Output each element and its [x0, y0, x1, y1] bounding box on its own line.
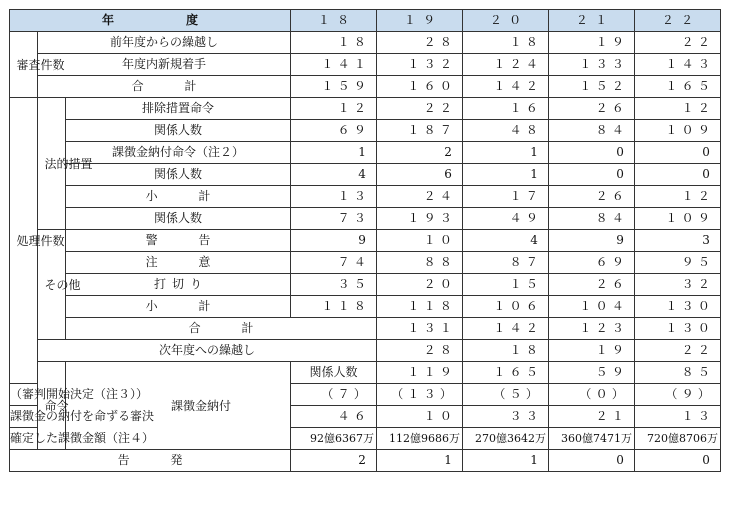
value-cell: １０ — [377, 230, 463, 252]
value-cell: １３０ — [635, 318, 721, 340]
value-cell: （７） — [291, 384, 377, 406]
value-cell: 4 — [463, 230, 549, 252]
value-cell: １４２ — [463, 318, 549, 340]
value-cell: 720億8706万 — [635, 428, 721, 450]
value-cell: ２８ — [377, 340, 463, 362]
value-cell: 9 — [549, 230, 635, 252]
value-cell: ４９ — [463, 208, 549, 230]
row-label: 関係人数 — [66, 120, 291, 142]
row-label: 関係人数 — [291, 362, 377, 384]
value-cell: 3 — [635, 230, 721, 252]
value-cell: 270億3642万 — [463, 428, 549, 450]
value-cell: （１３） — [377, 384, 463, 406]
value-cell: ８５ — [635, 362, 721, 384]
value-cell: １９３ — [377, 208, 463, 230]
value-cell: １８ — [463, 32, 549, 54]
row-label: 確定した課徴金額（注４） — [10, 428, 38, 450]
value-cell: 0 — [549, 142, 635, 164]
table-row — [10, 54, 721, 76]
value-cell: 360億7471万 — [549, 428, 635, 450]
value-cell: １３１ — [377, 318, 463, 340]
value-cell: 1 — [291, 142, 377, 164]
row-label: 課徴金納付命令（注２） — [66, 142, 291, 164]
value-cell: １８ — [463, 340, 549, 362]
year-header: ２０ — [463, 10, 549, 32]
value-cell: ８８ — [377, 252, 463, 274]
row-label: 告 発 — [10, 450, 291, 472]
value-cell: 112億9686万 — [377, 428, 463, 450]
value-cell: ２２ — [635, 32, 721, 54]
value-cell: １５９ — [291, 76, 377, 98]
value-cell: ３２ — [635, 274, 721, 296]
value-cell: １０４ — [549, 296, 635, 318]
value-cell: ８４ — [549, 120, 635, 142]
value-cell: ２４ — [377, 186, 463, 208]
value-cell: １２４ — [463, 54, 549, 76]
value-cell: ４８ — [463, 120, 549, 142]
table-row — [10, 98, 721, 120]
table-row — [10, 318, 721, 340]
value-cell: １１８ — [377, 296, 463, 318]
value-cell: ２６ — [549, 186, 635, 208]
table-row — [10, 450, 721, 472]
row-label: 合 計 — [66, 318, 377, 340]
group-label-shinsa: 審査件数 — [10, 32, 38, 98]
row-label: （審判開始決定（注３）） — [10, 384, 38, 406]
value-cell: １２ — [635, 98, 721, 120]
value-cell: 0 — [549, 450, 635, 472]
row-label: 次年度への繰越し — [38, 340, 377, 362]
value-cell: ４６ — [291, 406, 377, 428]
value-cell: 2 — [291, 450, 377, 472]
row-label: 注 意 — [66, 252, 291, 274]
value-cell: ７３ — [291, 208, 377, 230]
value-cell: １５ — [463, 274, 549, 296]
row-label: 関係人数 — [66, 164, 291, 186]
value-cell: ３５ — [291, 274, 377, 296]
table-row — [10, 230, 721, 252]
value-cell: １３０ — [635, 296, 721, 318]
value-cell: １３３ — [549, 54, 635, 76]
value-cell: 92億6367万 — [291, 428, 377, 450]
value-cell: ２８ — [377, 32, 463, 54]
value-cell: 0 — [635, 164, 721, 186]
table-row — [10, 274, 721, 296]
table-row — [10, 296, 721, 318]
table-row — [10, 186, 721, 208]
row-label: 課徴金の納付を命ずる審決 — [10, 406, 38, 428]
value-cell: １４１ — [291, 54, 377, 76]
value-cell: １４３ — [635, 54, 721, 76]
year-header: １９ — [377, 10, 463, 32]
year-header: １８ — [291, 10, 377, 32]
value-cell: 0 — [635, 142, 721, 164]
header-row — [10, 10, 721, 32]
value-cell: ９５ — [635, 252, 721, 274]
value-cell: （０） — [549, 384, 635, 406]
group-label-houteki: 法的措置 — [38, 98, 66, 230]
value-cell: １４２ — [463, 76, 549, 98]
year-header: ２２ — [635, 10, 721, 32]
value-cell: １０９ — [635, 120, 721, 142]
group-label-meirei: 命令 — [38, 362, 66, 450]
year-header: ２１ — [549, 10, 635, 32]
row-label: 小 計 — [66, 186, 291, 208]
value-cell: 9 — [291, 230, 377, 252]
table-row — [10, 208, 721, 230]
value-cell: １３２ — [377, 54, 463, 76]
value-cell: １５２ — [549, 76, 635, 98]
value-cell: １３ — [291, 186, 377, 208]
table-row — [10, 164, 721, 186]
row-label: 排除措置命令 — [66, 98, 291, 120]
value-cell: １２３ — [549, 318, 635, 340]
table-row — [10, 142, 721, 164]
value-cell: 1 — [463, 142, 549, 164]
value-cell: ２１ — [549, 406, 635, 428]
value-cell: １６５ — [635, 76, 721, 98]
table-row — [10, 32, 721, 54]
row-label: 年度内新規着手 — [38, 54, 291, 76]
value-cell: ２２ — [635, 340, 721, 362]
row-label: 小 計 — [66, 296, 291, 318]
value-cell: ３３ — [463, 406, 549, 428]
value-cell: 0 — [635, 450, 721, 472]
value-cell: １２ — [635, 186, 721, 208]
value-cell: 1 — [377, 450, 463, 472]
table-row — [10, 120, 721, 142]
value-cell: 4 — [291, 164, 377, 186]
row-label: 関係人数 — [66, 208, 291, 230]
table-row — [10, 340, 721, 362]
value-cell: １７ — [463, 186, 549, 208]
value-cell: ２０ — [377, 274, 463, 296]
value-cell: ２６ — [549, 274, 635, 296]
statistics-table — [9, 9, 721, 472]
value-cell: 1 — [463, 164, 549, 186]
value-cell: １８７ — [377, 120, 463, 142]
header-label: 年 度 — [10, 10, 291, 32]
table-row — [10, 252, 721, 274]
value-cell: １０９ — [635, 208, 721, 230]
value-cell: ２６ — [549, 98, 635, 120]
row-label: 合 計 — [38, 76, 291, 98]
value-cell: １３ — [635, 406, 721, 428]
value-cell: 6 — [377, 164, 463, 186]
value-cell: 1 — [463, 450, 549, 472]
value-cell: ６９ — [549, 252, 635, 274]
value-cell: （５） — [463, 384, 549, 406]
table-row — [10, 362, 721, 384]
value-cell: ６９ — [291, 120, 377, 142]
row-label: 打切り — [66, 274, 291, 296]
value-cell: ５９ — [549, 362, 635, 384]
group-label-sonota: その他 — [38, 230, 66, 340]
value-cell: 0 — [549, 164, 635, 186]
value-cell: １９ — [549, 32, 635, 54]
value-cell: １６０ — [377, 76, 463, 98]
value-cell: 2 — [377, 142, 463, 164]
group-label-kachou: 課徴金納付 — [66, 362, 291, 450]
row-label: 警 告 — [66, 230, 291, 252]
value-cell: １２ — [291, 98, 377, 120]
row-label: 前年度からの繰越し — [38, 32, 291, 54]
value-cell: ８４ — [549, 208, 635, 230]
value-cell: １１８ — [291, 296, 377, 318]
value-cell: ８７ — [463, 252, 549, 274]
value-cell: １８ — [291, 32, 377, 54]
value-cell: ７４ — [291, 252, 377, 274]
group-label-shori: 処理件数 — [10, 98, 38, 384]
value-cell: １６ — [463, 98, 549, 120]
value-cell: ２２ — [377, 98, 463, 120]
table-row — [10, 76, 721, 98]
value-cell: （９） — [635, 384, 721, 406]
value-cell: １０ — [377, 406, 463, 428]
value-cell: １０６ — [463, 296, 549, 318]
value-cell: １６５ — [463, 362, 549, 384]
value-cell: １１９ — [377, 362, 463, 384]
value-cell: １９ — [549, 340, 635, 362]
